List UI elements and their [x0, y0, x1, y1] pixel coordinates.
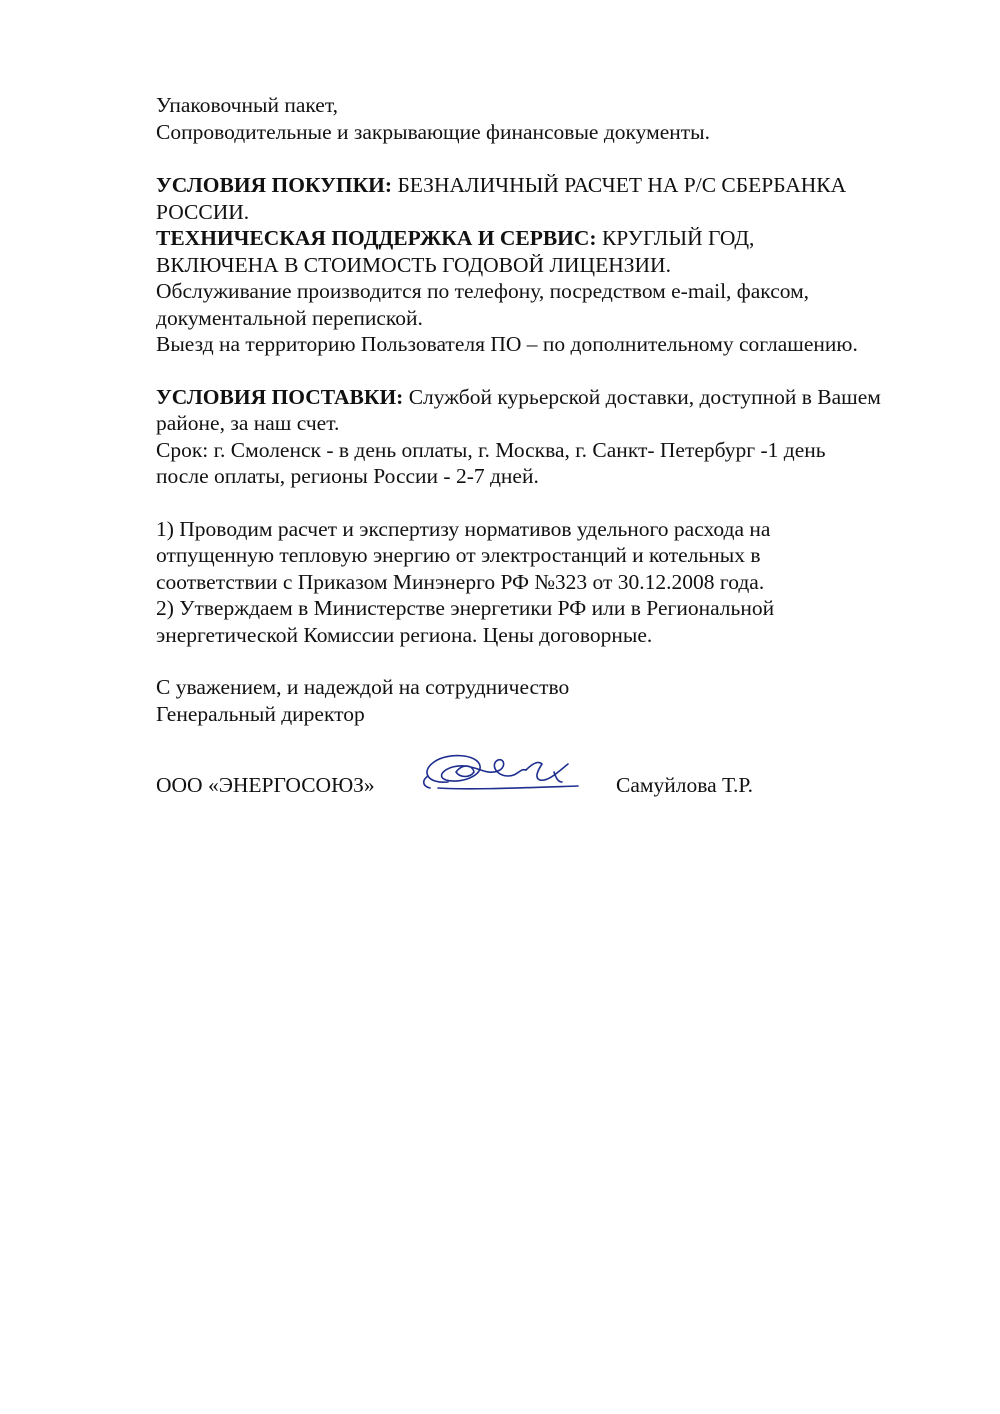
signature-row — [156, 742, 936, 812]
visit-line: Выезд на территорию Пользователя ПО – по дополнительному соглашению. — [156, 332, 858, 356]
service-item-1-line-2: отпущенную тепловую энергию от электростанций и котельных в — [156, 543, 761, 567]
delivery-term-line-1: Срок: г. Смоленск - в день оплаты, г. Москва, г. Санкт- Петербург -1 день — [156, 437, 826, 462]
service-item-1-line-1: 1) Проводим расчет и экспертизу нормативов удельного расхода на — [156, 516, 771, 541]
purchase-terms-text: БЕЗНАЛИЧНЫЙ РАСЧЕТ НА Р/С СБЕРБАНКА — [392, 173, 847, 197]
purchase-terms-label: УСЛОВИЯ ПОКУПКИ: — [156, 173, 393, 197]
signer-position: Генеральный директор — [156, 701, 365, 726]
service-item-1-line-3: соответствии с Приказом Минэнерго РФ №323 от 30.12.2008 года. — [156, 569, 765, 594]
support-text: КРУГЛЫЙ ГОД, — [596, 226, 755, 250]
service-item-2-line-1: 2) Утверждаем в Министерстве энергетики РФ или в Региональной — [156, 596, 775, 620]
delivery-terms-label: УСЛОВИЯ ПОСТАВКИ: — [156, 384, 404, 409]
service-line-2: документальной перепиской. — [156, 305, 423, 330]
package-line-1: Упаковочный пакет, — [156, 93, 338, 117]
service-item-2-line-2: энергетической Комиссии региона. Цены договорные. — [156, 622, 653, 647]
delivery-term-line-2: после оплаты, регионы России - 2-7 дней. — [156, 464, 539, 488]
service-line-1: Обслуживание производится по телефону, посредством e-mail, факсом, — [156, 279, 810, 303]
company-name: ООО «ЭНЕРГОСОЮЗ» — [156, 773, 375, 797]
support-line-2: ВКЛЮЧЕНА В СТОИМОСТЬ ГОДОВОЙ ЛИЦЕНЗИИ. — [156, 252, 671, 277]
signature-icon — [408, 742, 588, 808]
purchase-terms-line-2: РОССИИ. — [156, 199, 250, 224]
support-line-1 — [156, 225, 976, 252]
delivery-terms-text: Службой курьерской доставки, доступной в Вашем — [403, 384, 881, 409]
closing-regards: С уважением, и надеждой на сотрудничество — [156, 675, 570, 699]
delivery-terms-line-1 — [156, 384, 976, 411]
package-line-2: Сопроводительные и закрывающие финансовые документы. — [156, 119, 710, 144]
signer-name: Самуйлова Т.Р. — [616, 773, 754, 797]
document-body — [156, 92, 976, 727]
purchase-terms-line-1 — [156, 172, 976, 199]
delivery-terms-line-2: районе, за наш счет. — [156, 411, 340, 435]
support-label: ТЕХНИЧЕСКАЯ ПОДДЕРЖКА И СЕРВИС: — [156, 226, 597, 250]
